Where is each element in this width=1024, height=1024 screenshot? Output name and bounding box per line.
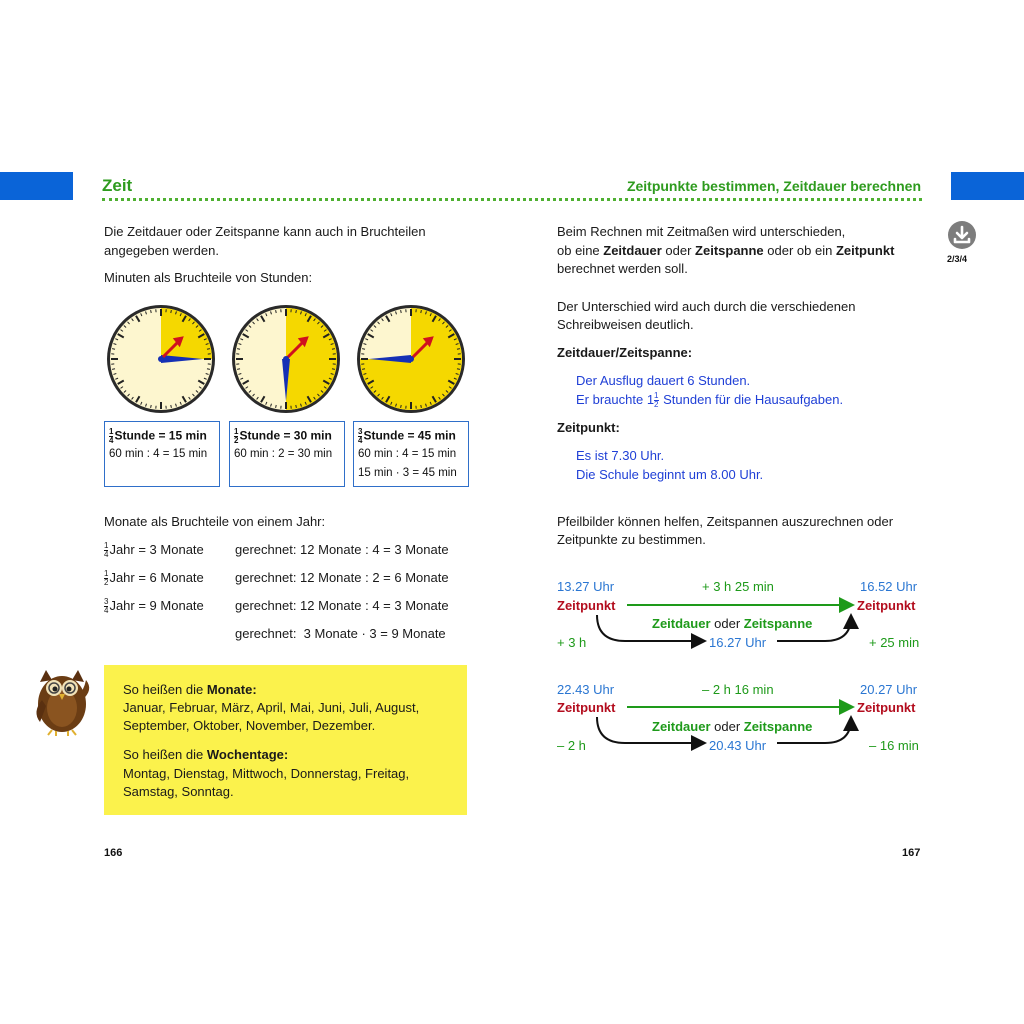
clock-three-quarter xyxy=(354,302,468,416)
total-duration: + 3 h 25 min xyxy=(702,579,774,594)
intro-right-line-3: berechnet werden soll. xyxy=(557,261,688,276)
clock-tick xyxy=(296,405,297,408)
names-note-box xyxy=(104,665,467,815)
header-bar-left xyxy=(0,172,73,200)
clock-tick xyxy=(151,310,152,313)
arrows-intro-line-2: Zeitpunkte zu bestimmen. xyxy=(557,532,706,547)
months-note-heading: So heißen die Monate: xyxy=(123,682,257,697)
clock-tick xyxy=(237,349,240,350)
clock-tick xyxy=(112,349,115,350)
month-row-calc: gerechnet: 12 Monate : 4 = 3 Monate xyxy=(235,542,449,557)
duration-example-1: Der Ausflug dauert 6 Stunden. xyxy=(576,373,751,388)
arrows xyxy=(555,595,925,650)
start-time: 22.43 Uhr xyxy=(557,682,615,697)
difference-line-2: Schreibweisen deutlich. xyxy=(557,317,694,332)
step-2: + 25 min xyxy=(869,635,920,650)
month-row: $\frac{3}{4}$ Jahr = 9 Monate xyxy=(104,597,204,616)
clock-tick xyxy=(276,310,277,313)
clock-tick xyxy=(171,310,172,313)
start-timepoint-label: Zeitpunkt xyxy=(557,598,616,613)
clock-center xyxy=(283,356,289,362)
clock-center xyxy=(408,356,414,362)
clock-tick xyxy=(237,369,240,370)
intro-right-line-2: ob eine Zeitdauer oder Zeitspanne oder ob ein Zeitpunkt xyxy=(557,243,895,258)
duration-or-span-label: Zeitdauer oder Zeitspanne xyxy=(652,616,813,631)
clock-calc: 60 min : 2 = 30 min xyxy=(234,448,333,460)
duration-heading: Zeitdauer/Zeitspanne: xyxy=(557,345,693,360)
clock-tick xyxy=(421,405,422,408)
clock-tick xyxy=(151,405,152,408)
clock-calc: 60 min : 4 = 15 min xyxy=(109,448,208,460)
arrows xyxy=(555,697,925,752)
end-timepoint-label: Zeitpunkt xyxy=(857,700,916,715)
clock-tick xyxy=(296,310,297,313)
end-time: 16.52 Uhr xyxy=(860,579,918,594)
clock-tick xyxy=(421,310,422,313)
duration-or-span-label: Zeitdauer oder Zeitspanne xyxy=(652,719,813,734)
start-time: 13.27 Uhr xyxy=(557,579,615,594)
clock-box-half xyxy=(229,421,345,487)
page-number-left: 166 xyxy=(104,847,123,859)
days-note-heading: So heißen die Wochentage: xyxy=(123,747,289,762)
clock-label: Stunde = 15 min xyxy=(114,428,207,443)
timepoint-example-2: Die Schule beginnt um 8.00 Uhr. xyxy=(576,467,764,482)
clock-tick xyxy=(457,369,460,370)
clock-box-quarter xyxy=(104,421,220,487)
month-row-calc: gerechnet: 3 Monate · 3 = 9 Monate xyxy=(235,626,446,641)
intro-line-2: angegeben werden. xyxy=(104,243,219,258)
clock-center xyxy=(158,356,164,362)
months-list-line-2: September, Oktober, November, Dezember. xyxy=(123,718,376,733)
fraction: $\frac{1}{2}$ xyxy=(234,427,239,445)
clock-tick xyxy=(207,369,210,370)
intro-right-line-1: Beim Rechnen mit Zeitmaßen wird unterschieden, xyxy=(557,224,846,239)
timepoint-heading: Zeitpunkt: xyxy=(557,420,620,435)
minutes-heading: Minuten als Bruchteile von Stunden: xyxy=(104,270,313,285)
clock-quarter xyxy=(104,302,218,416)
clock-calc: 60 min : 4 = 15 min xyxy=(358,448,457,460)
clock-tick xyxy=(112,369,115,370)
month-row: $\frac{1}{2}$ Jahr = 6 Monate xyxy=(104,569,204,588)
days-list-line-2: Samstag, Sonntag. xyxy=(123,784,234,799)
step-1: + 3 h xyxy=(557,635,587,650)
download-level-label: 2/3/4 xyxy=(947,254,968,264)
clock-tick xyxy=(332,369,335,370)
clock-tick xyxy=(457,349,460,350)
difference-line-1: Der Unterschied wird auch durch die verschiedenen xyxy=(557,299,856,314)
clock-tick xyxy=(207,349,210,350)
end-timepoint-label: Zeitpunkt xyxy=(857,598,916,613)
months-heading: Monate als Bruchteile von einem Jahr: xyxy=(104,514,326,529)
start-timepoint-label: Zeitpunkt xyxy=(557,700,616,715)
timepoint-example-1: Es ist 7.30 Uhr. xyxy=(576,448,665,463)
months-list-line-1: Januar, Februar, März, April, Mai, Juni, Juli, August, xyxy=(123,700,420,715)
download-icon[interactable] xyxy=(948,221,976,249)
clock-tick xyxy=(362,349,365,350)
clock-tick xyxy=(171,405,172,408)
clock-tick xyxy=(276,405,277,408)
header-divider xyxy=(102,198,922,201)
header-bar-right xyxy=(951,172,1024,200)
month-row: $\frac{1}{4}$ Jahr = 3 Monate xyxy=(104,541,204,560)
clock-tick xyxy=(401,405,402,408)
days-list-line-1: Montag, Dienstag, Mittwoch, Donnerstag, Freitag, xyxy=(123,766,410,781)
intermediate-time: 16.27 Uhr xyxy=(709,635,767,650)
fraction: $\frac{3}{4}$ xyxy=(358,427,363,445)
month-row-calc: gerechnet: 12 Monate : 2 = 6 Monate xyxy=(235,570,449,585)
arrows-intro-line-1: Pfeilbilder können helfen, Zeitspannen auszurechnen oder xyxy=(557,514,894,529)
fraction: $\frac{1}{4}$ xyxy=(109,427,114,445)
owl-mascot-icon xyxy=(26,660,98,736)
clock-box-three-quarter xyxy=(353,421,469,487)
month-row-calc: gerechnet: 12 Monate : 4 = 3 Monate xyxy=(235,598,449,613)
clock-tick xyxy=(401,310,402,313)
page-number-right: 167 xyxy=(902,847,921,859)
section-title: Zeitpunkte bestimmen, Zeitdauer berechnen xyxy=(626,178,921,194)
clock-label: Stunde = 45 min xyxy=(363,428,456,443)
total-duration: – 2 h 16 min xyxy=(702,682,774,697)
chapter-title: Zeit xyxy=(102,176,133,195)
step-2: – 16 min xyxy=(869,738,919,753)
clock-label: Stunde = 30 min xyxy=(239,428,332,443)
step-1: – 2 h xyxy=(557,738,586,753)
duration-example-2: Er brauchte 1 $\frac{1}{2}$ Stunden für die Hausaufgaben. xyxy=(576,391,844,410)
intermediate-time: 20.43 Uhr xyxy=(709,738,767,753)
clock-tick xyxy=(362,369,365,370)
clock-half xyxy=(229,302,343,416)
clock-calc-2: 15 min · 3 = 45 min xyxy=(358,467,457,479)
clock-tick xyxy=(332,349,335,350)
intro-line-1: Die Zeitdauer oder Zeitspanne kann auch in Bruchteilen xyxy=(104,224,426,239)
end-time: 20.27 Uhr xyxy=(860,682,918,697)
